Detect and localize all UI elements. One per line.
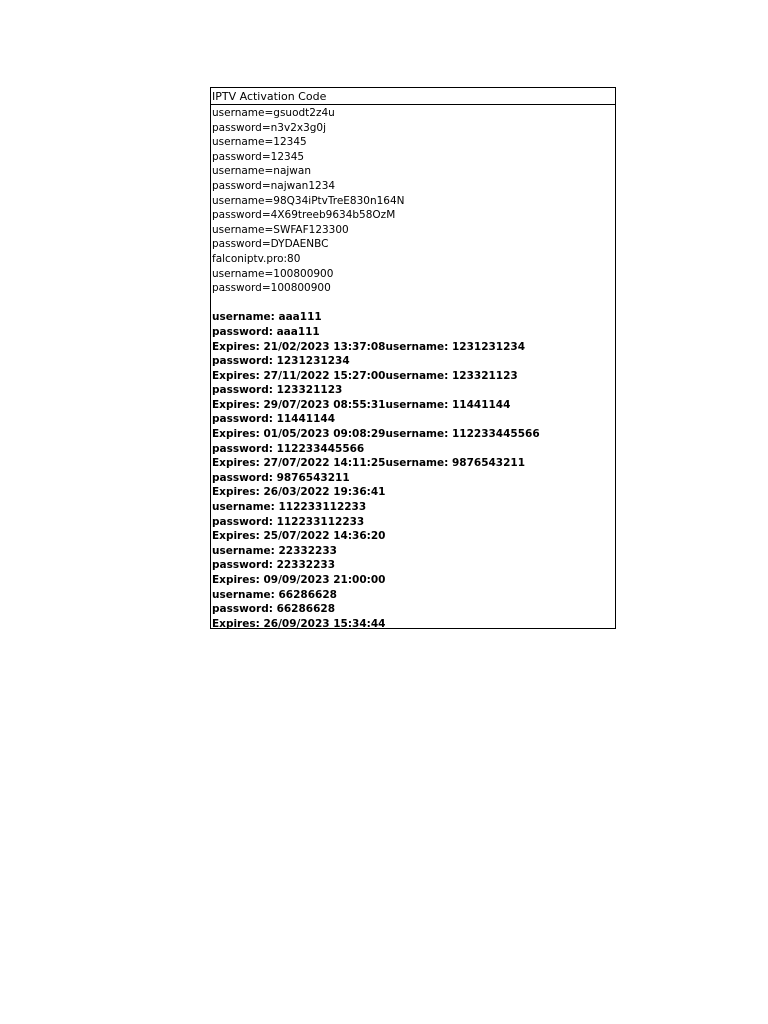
list-item: Expires: 27/07/2022 14:11:25username: 9876543211 [212, 457, 526, 470]
list-item: password=najwan1234 [212, 179, 336, 192]
credentials-list [211, 105, 615, 631]
list-item: username=98Q34iPtvTreE830n164N [212, 194, 405, 207]
list-item: password: 22332233 [212, 559, 336, 572]
list-item: username=12345 [212, 136, 307, 149]
list-item: username=100800900 [212, 267, 334, 280]
table-header: IPTV Activation Code [211, 88, 615, 105]
list-item: password: 66286628 [212, 603, 336, 616]
list-item: Expires: 21/02/2023 13:37:08username: 1231231234 [212, 340, 526, 353]
list-item: password: 123321123 [212, 384, 343, 397]
list-item: password: 1231231234 [212, 355, 350, 368]
list-item: username: 66286628 [212, 588, 337, 601]
list-item: username: 112233112233 [212, 501, 367, 514]
list-item: password: 11441144 [212, 413, 336, 426]
list-item: password: 9876543211 [212, 471, 350, 484]
list-item: falconiptv.pro:80 [212, 252, 301, 265]
list-item: Expires: 25/07/2022 14:36:20 [212, 530, 386, 543]
list-item: Expires: 01/05/2023 09:08:29username: 112233445566 [212, 428, 540, 441]
list-item: Expires: 26/03/2022 19:36:41 [212, 486, 386, 499]
list-item: password=12345 [212, 150, 305, 163]
list-item: username=najwan [212, 165, 311, 178]
list-item: Expires: 09/09/2023 21:00:00 [212, 574, 386, 586]
list-item: username: aaa111 [212, 311, 322, 324]
list-item: Expires: 26/09/2023 15:34:44 [212, 617, 386, 630]
list-item: Expires: 27/11/2022 15:27:00username: 123321123 [212, 369, 518, 382]
activation-code-table [210, 87, 616, 629]
list-item [212, 296, 615, 311]
list-item: username=gsuodt2z4u [212, 107, 335, 119]
list-item: username=SWFAF123300 [212, 223, 349, 236]
list-item: Expires: 29/07/2023 08:55:31username: 11441144 [212, 398, 511, 411]
list-item: password=100800900 [212, 282, 331, 295]
list-item: password: 112233112233 [212, 515, 365, 528]
list-item: username: 22332233 [212, 544, 337, 557]
list-item: password: aaa111 [212, 325, 320, 338]
list-item: password=DYDAENBC [212, 238, 329, 251]
list-item: password=4X69treeb9634b58OzM [212, 209, 396, 222]
list-item: password: 112233445566 [212, 442, 365, 455]
list-item: password=n3v2x3g0j [212, 121, 327, 134]
